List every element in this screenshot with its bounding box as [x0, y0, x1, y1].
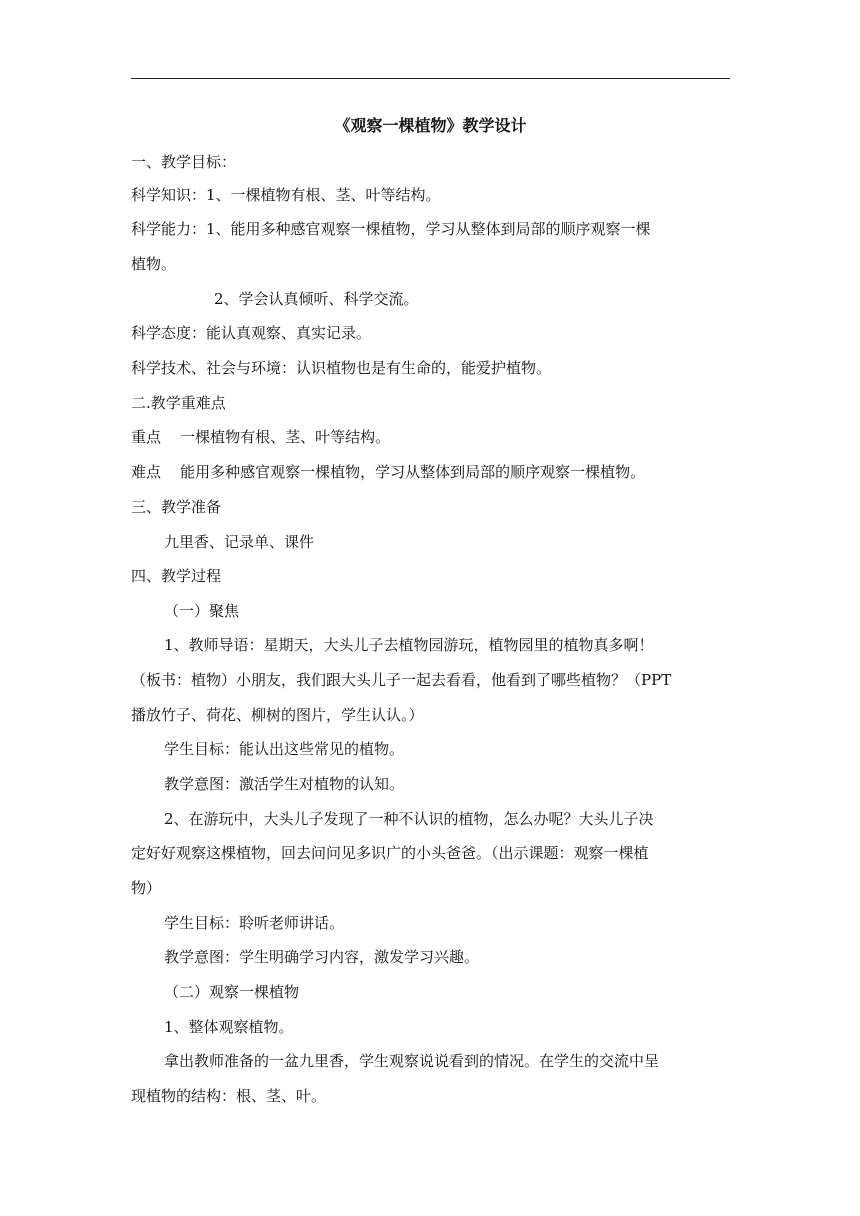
- paragraph-line: 学生目标：聆听老师讲话。: [164, 914, 345, 932]
- paragraph-line: 物）: [131, 879, 162, 897]
- paragraph-line: 1、整体观察植物。: [164, 1018, 294, 1036]
- paragraph-line: （板书：植物）小朋友，我们跟大头儿子一起去看看，他看到了哪些植物？（PPT: [131, 671, 672, 689]
- paragraph-line: 植物。: [131, 255, 177, 273]
- section-heading-process: 四、教学过程: [131, 567, 222, 585]
- paragraph-line: 科学技术、社会与环境：认识植物也是有生命的，能爱护植物。: [131, 359, 552, 377]
- paragraph-line: 2、学会认真倾听、科学交流。: [214, 290, 419, 308]
- header-rule: [131, 78, 730, 79]
- paragraph-line: 难点 能用多种感官观察一棵植物，学习从整体到局部的顺序观察一棵植物。: [131, 463, 646, 481]
- document-title: 《观察一棵植物》教学设计: [334, 116, 527, 135]
- paragraph-line: 学生目标：能认出这些常见的植物。: [164, 740, 405, 758]
- subsection-heading-focus: （一）聚焦: [164, 602, 240, 620]
- paragraph-line: 科学能力：1、能用多种感官观察一棵植物，学习从整体到局部的顺序观察一棵: [131, 220, 651, 238]
- subsection-heading-observe: （二）观察一棵植物: [164, 983, 300, 1001]
- section-heading-objectives: 一、教学目标：: [131, 153, 237, 171]
- paragraph-line: 1、教师导语：星期天，大头儿子去植物园游玩，植物园里的植物真多啊！: [164, 636, 654, 654]
- paragraph-line: 2、在游玩中，大头儿子发现了一种不认识的植物，怎么办呢？大头儿子决: [164, 810, 654, 828]
- paragraph-line: 定好好观察这棵植物，回去问问见多识广的小头爸爸。（出示课题：观察一棵植: [131, 844, 649, 862]
- section-heading-preparation: 三、教学准备: [131, 498, 222, 516]
- paragraph-line: 教学意图：学生明确学习内容，激发学习兴趣。: [164, 948, 480, 966]
- section-heading-key-points: 二.教学重难点: [131, 394, 226, 412]
- paragraph-line: 科学态度：能认真观察、真实记录。: [131, 324, 372, 342]
- paragraph-line: 现植物的结构：根、茎、叶。: [131, 1087, 327, 1105]
- paragraph-line: 教学意图：激活学生对植物的认知。: [164, 775, 405, 793]
- paragraph-line: 科学知识：1、一棵植物有根、茎、叶等结构。: [131, 186, 441, 204]
- paragraph-line: 播放竹子、荷花、柳树的图片，学生认认。）: [131, 706, 424, 724]
- paragraph-line: 重点 一棵植物有根、茎、叶等结构。: [131, 428, 391, 446]
- paragraph-line: 九里香、记录单、课件: [164, 533, 315, 551]
- paragraph-line: 拿出教师准备的一盆九里香，学生观察说说看到的情况。在学生的交流中呈: [164, 1052, 660, 1070]
